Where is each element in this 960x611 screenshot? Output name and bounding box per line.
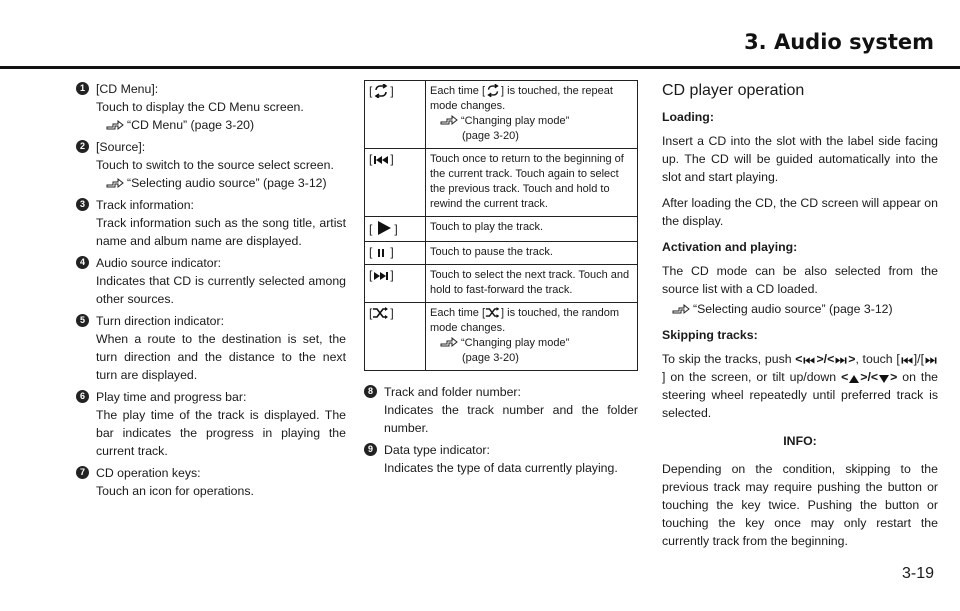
item-label: Data type indicator: (384, 443, 490, 457)
callout-number: 6 (76, 390, 89, 403)
next-track-icon (372, 270, 390, 282)
next-track-icon (834, 355, 848, 366)
item-label: Turn direction indicator: (96, 314, 225, 328)
callout-number: 8 (364, 385, 377, 398)
table-row (365, 81, 638, 149)
key-cell: [ ] (365, 303, 426, 371)
table-row (365, 303, 638, 371)
next-track-icon (924, 355, 938, 366)
item-label: Track and folder number: (384, 385, 521, 399)
subheading-skipping: Skipping tracks: (662, 328, 758, 342)
page-number: 3-19 (901, 565, 934, 582)
page-reference: “CD Menu” (page 3-20) (96, 116, 346, 134)
page-reference: “Selecting audio source” (page 3-12) (662, 300, 938, 318)
reference-arrow-icon (672, 303, 690, 315)
table-row (365, 217, 638, 242)
callout-number: 3 (76, 198, 89, 211)
page-reference: “Selecting audio source” (page 3-12) (96, 174, 346, 192)
right-column (662, 80, 938, 558)
item-description: Track information such as the song title, artist name and album name are displayed. (96, 216, 346, 248)
repeat-icon (372, 84, 390, 98)
operation-keys-table (364, 80, 638, 371)
table-row (365, 242, 638, 265)
item-label: [Source]: (96, 140, 146, 154)
description-cell: Touch to select the next track. Touch and hold to fast-forward the track. (426, 265, 638, 303)
description-cell: Touch to play the track. (426, 217, 638, 242)
page-reference: “Changing play mode” (430, 336, 633, 351)
chapter-title: 3. Audio system (744, 30, 934, 54)
page-reference-page: (page 3-20) (462, 352, 519, 364)
previous-track-icon (900, 355, 914, 366)
callout-number: 1 (76, 82, 89, 95)
item-label: CD operation keys: (96, 466, 201, 480)
description-cell: Touch once to return to the beginning of the current track. Touch again to select the previous track. Touch and hold to rewind the current track. (426, 149, 638, 217)
previous-track-icon (372, 154, 390, 166)
item-description: Indicates the type of data currently playing. (384, 461, 618, 475)
item-description: Touch to switch to the source select screen. (96, 158, 334, 172)
section-title: CD player operation (662, 82, 805, 99)
skip-paragraph: To skip the tracks, push < >/< >, touch [ ]/[] on the screen, or tilt up/down < >/< > on the steering wheel repeatedly until preferred track is selected. (662, 352, 938, 420)
key-cell: [ ] (365, 242, 426, 265)
paragraph: After loading the CD, the CD screen will appear on the display. (662, 196, 938, 228)
item-description: The play time of the track is displayed. The bar indicates the progress in playing the current track. (96, 408, 346, 458)
description-cell: Each time [ ] is touched, the repeat mode changes. “Changing play mode” (page 3-20) (426, 81, 638, 149)
list-item (76, 464, 346, 500)
paragraph: The CD mode can be also selected from the source list with a CD loaded. (662, 264, 938, 296)
list-item (76, 254, 346, 308)
subheading-activation: Activation and playing: (662, 240, 798, 254)
reference-arrow-icon (440, 336, 458, 348)
list-item (364, 383, 638, 437)
key-cell: [ ] (365, 217, 426, 242)
item-description: Indicates that CD is currently selected among other sources. (96, 274, 346, 306)
play-icon (372, 220, 394, 236)
previous-track-icon (802, 355, 816, 366)
key-cell: [ ] (365, 265, 426, 303)
reference-arrow-icon (440, 114, 458, 126)
callout-number: 4 (76, 256, 89, 269)
callout-number: 9 (364, 443, 377, 456)
callout-number: 7 (76, 466, 89, 479)
reference-arrow-icon (106, 119, 124, 131)
key-cell: [ ] (365, 149, 426, 217)
list-item (76, 312, 346, 384)
key-cell: [ ] (365, 81, 426, 149)
header-rule (0, 66, 960, 69)
item-label: Play time and progress bar: (96, 390, 247, 404)
table-row (365, 265, 638, 303)
list-item (364, 441, 638, 477)
item-label: [CD Menu]: (96, 82, 159, 96)
page-reference: “Changing play mode” (430, 114, 633, 129)
item-label: Track information: (96, 198, 194, 212)
item-description: Touch an icon for operations. (96, 484, 254, 498)
middle-column (364, 80, 638, 481)
item-description: When a route to the destination is set, the turn direction and the distance to the next turn are displayed. (96, 332, 346, 382)
description-cell: Touch to pause the track. (426, 242, 638, 265)
repeat-icon (485, 84, 501, 97)
pause-icon (372, 247, 390, 259)
left-column (76, 80, 346, 504)
paragraph: Insert a CD into the slot with the label side facing up. The CD will be guided automatically into the slot and start playing. (662, 134, 938, 184)
reference-arrow-icon (106, 177, 124, 189)
callout-number: 5 (76, 314, 89, 327)
item-description: Indicates the track number and the folder number. (384, 403, 638, 435)
up-arrow-icon (848, 374, 860, 384)
page-reference-page: (page 3-20) (462, 130, 519, 142)
table-row (365, 149, 638, 217)
list-item (76, 196, 346, 250)
down-arrow-icon (878, 374, 890, 384)
callout-number: 2 (76, 140, 89, 153)
subheading-loading: Loading: (662, 110, 714, 124)
shuffle-icon (372, 306, 390, 320)
list-item (76, 388, 346, 460)
item-description: Touch to display the CD Menu screen. (96, 100, 304, 114)
description-cell: Each time [ ] is touched, the random mode changes. “Changing play mode” (page 3-20) (426, 303, 638, 371)
info-heading: INFO: (783, 434, 817, 448)
shuffle-icon (485, 306, 501, 319)
info-paragraph: Depending on the condition, skipping to the previous track may require pushing the button or touching the key twice. Pushing the button or touching the key once may only restart the currently track from the beginning. (662, 462, 938, 548)
list-item (76, 80, 346, 134)
item-label: Audio source indicator: (96, 256, 222, 270)
list-item (76, 138, 346, 192)
